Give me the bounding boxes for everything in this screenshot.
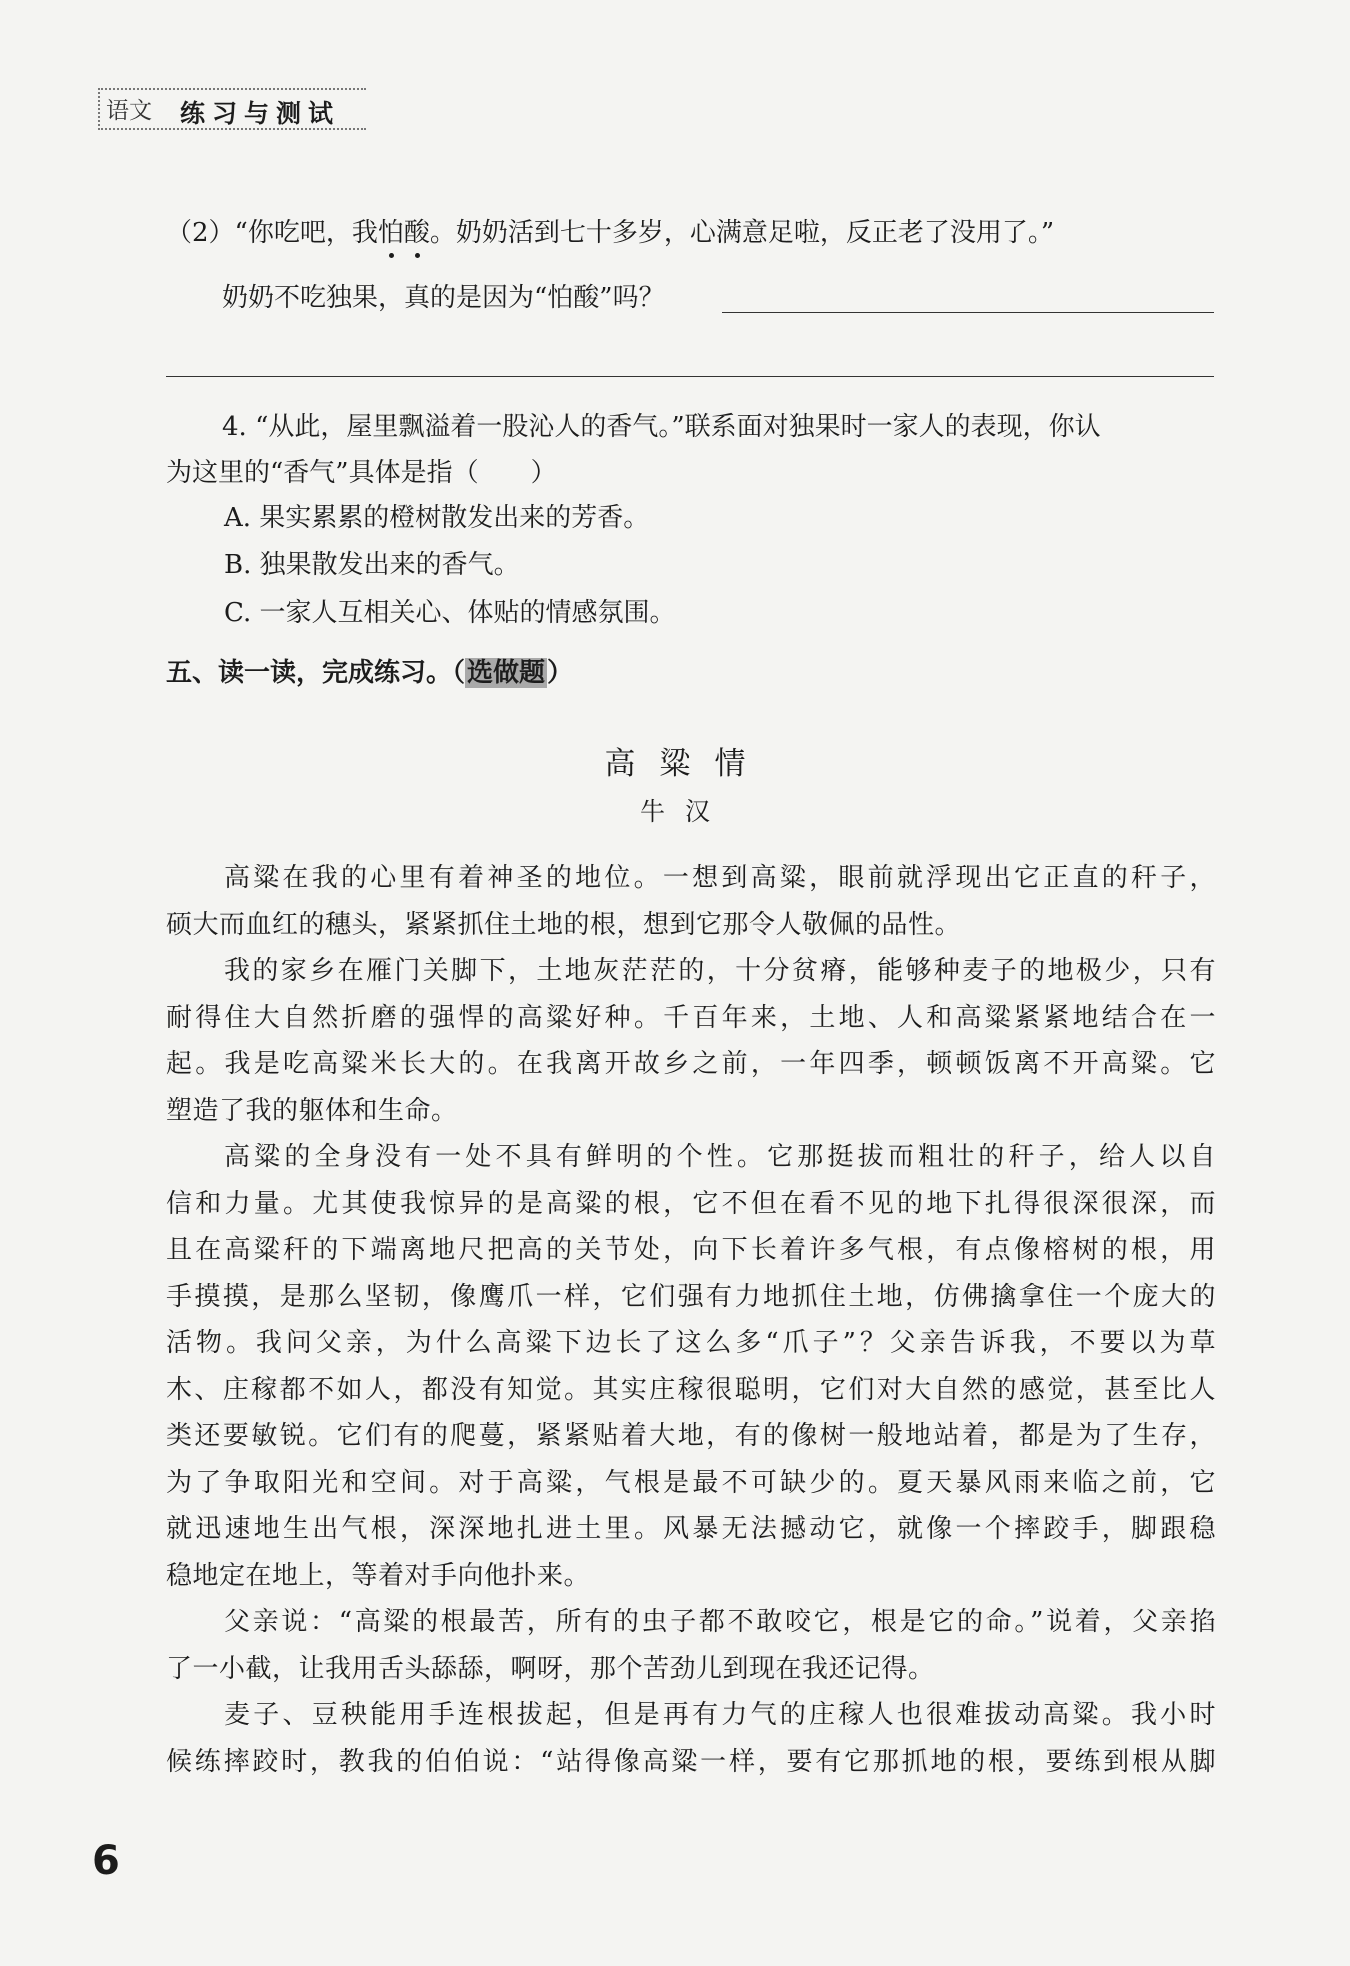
option-b: B. 独果散发出来的香气。 xyxy=(224,550,520,580)
answer-line[interactable] xyxy=(166,376,1214,377)
header-dotted-border xyxy=(98,88,366,90)
option-a: A. 果实累累的橙树散发出来的芳香。 xyxy=(224,503,650,533)
page-number: 6 xyxy=(92,1838,120,1884)
passage-line: 父亲说：“高粱的根最苦，所有的虫子都不敢咬它，根是它的命。”说着，父亲掐 xyxy=(224,1607,1216,1637)
passage-line: 手摸摸，是那么坚韧，像鹰爪一样，它们强有力地抓住土地，仿佛擒拿住一个庞大的 xyxy=(166,1281,1216,1312)
optional-tag: 选做题 xyxy=(467,658,546,688)
passage-line: 活物。我问父亲，为什么高粱下边长了这么多“爪子”？父亲告诉我，不要以为草 xyxy=(166,1328,1216,1358)
passage-line: 我的家乡在雁门关脚下，土地灰茫茫的，十分贫瘠，能够种麦子的地极少，只有 xyxy=(224,956,1216,986)
option-c: C. 一家人互相关心、体贴的情感氛围。 xyxy=(224,598,676,628)
emphasis-char: 怕 xyxy=(377,218,404,248)
answer-line[interactable] xyxy=(722,312,1214,313)
passage-line: 稳地定在地上，等着对手向他扑来。 xyxy=(166,1560,591,1591)
passage-line: 就迅速地生出气根，深深地扎进土里。风暴无法撼动它，就像一个摔跤手，脚跟稳 xyxy=(166,1514,1216,1544)
question-3-2-quote: （2）“你吃吧，我怕酸。奶奶活到七十多岁，心满意足啦，反正老了没用了。” xyxy=(166,218,1055,248)
passage-line: 硕大而血红的穗头，紧紧抓住土地的根，想到它那令人敬佩的品性。 xyxy=(166,909,962,940)
passage-line: 高粱在我的心里有着神圣的地位。一想到高粱，眼前就浮现出它正直的秆子， xyxy=(224,863,1216,893)
passage-line: 木、庄稼都不如人，都没有知觉。其实庄稼很聪明，它们对大自然的感觉，甚至比人 xyxy=(166,1374,1216,1405)
emphasis-char: 酸 xyxy=(403,218,430,248)
passage-line: 为了争取阳光和空间。对于高粱，气根是最不可缺少的。夏天暴风雨来临之前，它 xyxy=(166,1467,1216,1498)
book-title: 练习与测试 xyxy=(180,99,341,128)
question-4-line-1: 4. “从此，屋里飘溢着一股沁人的香气。”联系面对独果时一家人的表现，你认 xyxy=(222,412,1101,442)
page-header xyxy=(98,88,366,134)
passage-line: 类还要敏锐。它们有的爬蔓，紧紧贴着大地，有的像树一般地站着，都是为了生存， xyxy=(166,1421,1216,1451)
passage-line: 高粱的全身没有一处不具有鲜明的个性。它那挺拔而粗壮的秆子，给人以自 xyxy=(224,1142,1216,1172)
subject-label: 语文 xyxy=(106,98,152,124)
passage-line: 耐得住大自然折磨的强悍的高粱好种。千百年来，土地、人和高粱紧紧地结合在一 xyxy=(166,1002,1216,1033)
passage-line: 信和力量。尤其使我惊异的是高粱的根，它不但在看不见的地下扎得很深很深，而 xyxy=(166,1188,1216,1219)
passage-line: 麦子、豆秧能用手连根拔起，但是再有力气的庄稼人也很难拔动高粱。我小时 xyxy=(224,1700,1216,1730)
header-dotted-border xyxy=(98,88,100,130)
question-4-line-2: 为这里的“香气”具体是指（ ） xyxy=(166,458,557,488)
passage-line: 候练摔跤时，教我的伯伯说：“站得像高粱一样，要有它那抓地的根，要练到根从脚 xyxy=(166,1746,1216,1777)
passage-title: 高粱情 xyxy=(604,746,770,782)
passage-line: 塑造了我的躯体和生命。 xyxy=(166,1095,458,1126)
question-3-2-prompt: 奶奶不吃独果，真的是因为“怕酸”吗？ xyxy=(222,283,665,313)
passage-line: 起。我是吃高粱米长大的。在我离开故乡之前，一年四季，顿顿饭离不开高粱。它 xyxy=(166,1049,1216,1079)
passage-line: 了一小截，让我用舌头舔舔，啊呀，那个苦劲儿到现在我还记得。 xyxy=(166,1653,935,1684)
section-5-heading: 五、读一读，完成练习。（选做题） xyxy=(166,658,574,688)
passage-body xyxy=(166,855,1216,1785)
passage-line: 且在高粱秆的下端离地尺把高的关节处，向下长着许多气根，有点像榕树的根，用 xyxy=(166,1235,1216,1265)
passage-author: 牛汉 xyxy=(639,797,730,826)
